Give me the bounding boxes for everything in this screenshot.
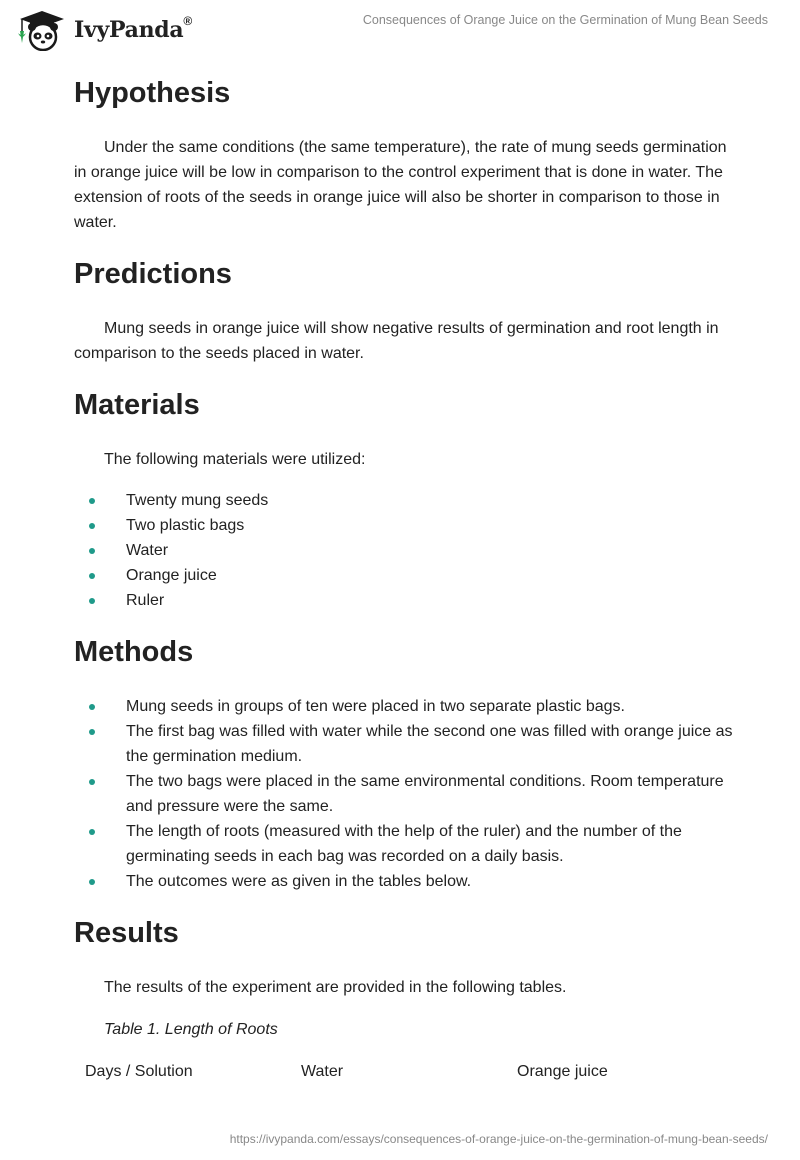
- table-header-cell: Orange juice: [517, 1063, 608, 1080]
- list-item: The length of roots (measured with the help of the ruler) and the number of the germinating seeds in each bag was recorded on a daily basis.: [74, 819, 734, 869]
- root-length-table: [70, 1059, 697, 1084]
- results-heading: Results: [74, 917, 179, 949]
- methods-list: [74, 694, 734, 894]
- table-header-row: [70, 1059, 697, 1084]
- list-item: Twenty mung seeds: [74, 488, 734, 513]
- list-item: The outcomes were as given in the tables below.: [74, 869, 734, 894]
- table-header-cell: Days / Solution: [85, 1063, 193, 1080]
- methods-heading: Methods: [74, 636, 194, 668]
- panda-graduate-icon: [16, 9, 68, 51]
- ivypanda-logo[interactable]: [16, 9, 192, 51]
- list-item: Mung seeds in groups of ten were placed in two separate plastic bags.: [74, 694, 734, 719]
- source-url[interactable]: https://ivypanda.com/essays/consequences-of-orange-juice-on-the-germination-of-mung-bean-seeds/: [229, 1132, 768, 1146]
- hypothesis-paragraph: Under the same conditions (the same temperature), the rate of mung seeds germination in orange juice will be low in comparison to the control experiment that is done in water. The extension of roots of the seeds in orange juice will also be shorter in comparison to those in water.: [74, 139, 727, 231]
- list-item: Two plastic bags: [74, 513, 734, 538]
- table-caption: Table 1. Length of Roots: [104, 1021, 278, 1038]
- document-title: Consequences of Orange Juice on the Germination of Mung Bean Seeds: [362, 13, 768, 27]
- list-item: The first bag was filled with water while the second one was filled with orange juice as the germination medium.: [74, 719, 734, 769]
- list-item: The two bags were placed in the same environmental conditions. Room temperature and pressure were the same.: [74, 769, 734, 819]
- predictions-paragraph: Mung seeds in orange juice will show negative results of germination and root length in comparison to the seeds placed in water.: [74, 320, 719, 362]
- essay-content: [74, 70, 734, 1084]
- list-item: Water: [74, 538, 734, 563]
- results-intro: The results of the experiment are provided in the following tables.: [104, 979, 567, 996]
- hypothesis-heading: Hypothesis: [74, 77, 231, 109]
- materials-list: [74, 488, 734, 613]
- materials-intro: The following materials were utilized:: [104, 451, 366, 468]
- logo-text: IvyPanda®: [74, 13, 192, 43]
- list-item: Ruler: [74, 588, 734, 613]
- predictions-heading: Predictions: [74, 258, 232, 290]
- page-header: [0, 0, 800, 60]
- table-header-cell: Water: [301, 1063, 344, 1080]
- list-item: Orange juice: [74, 563, 734, 588]
- materials-heading: Materials: [74, 389, 200, 421]
